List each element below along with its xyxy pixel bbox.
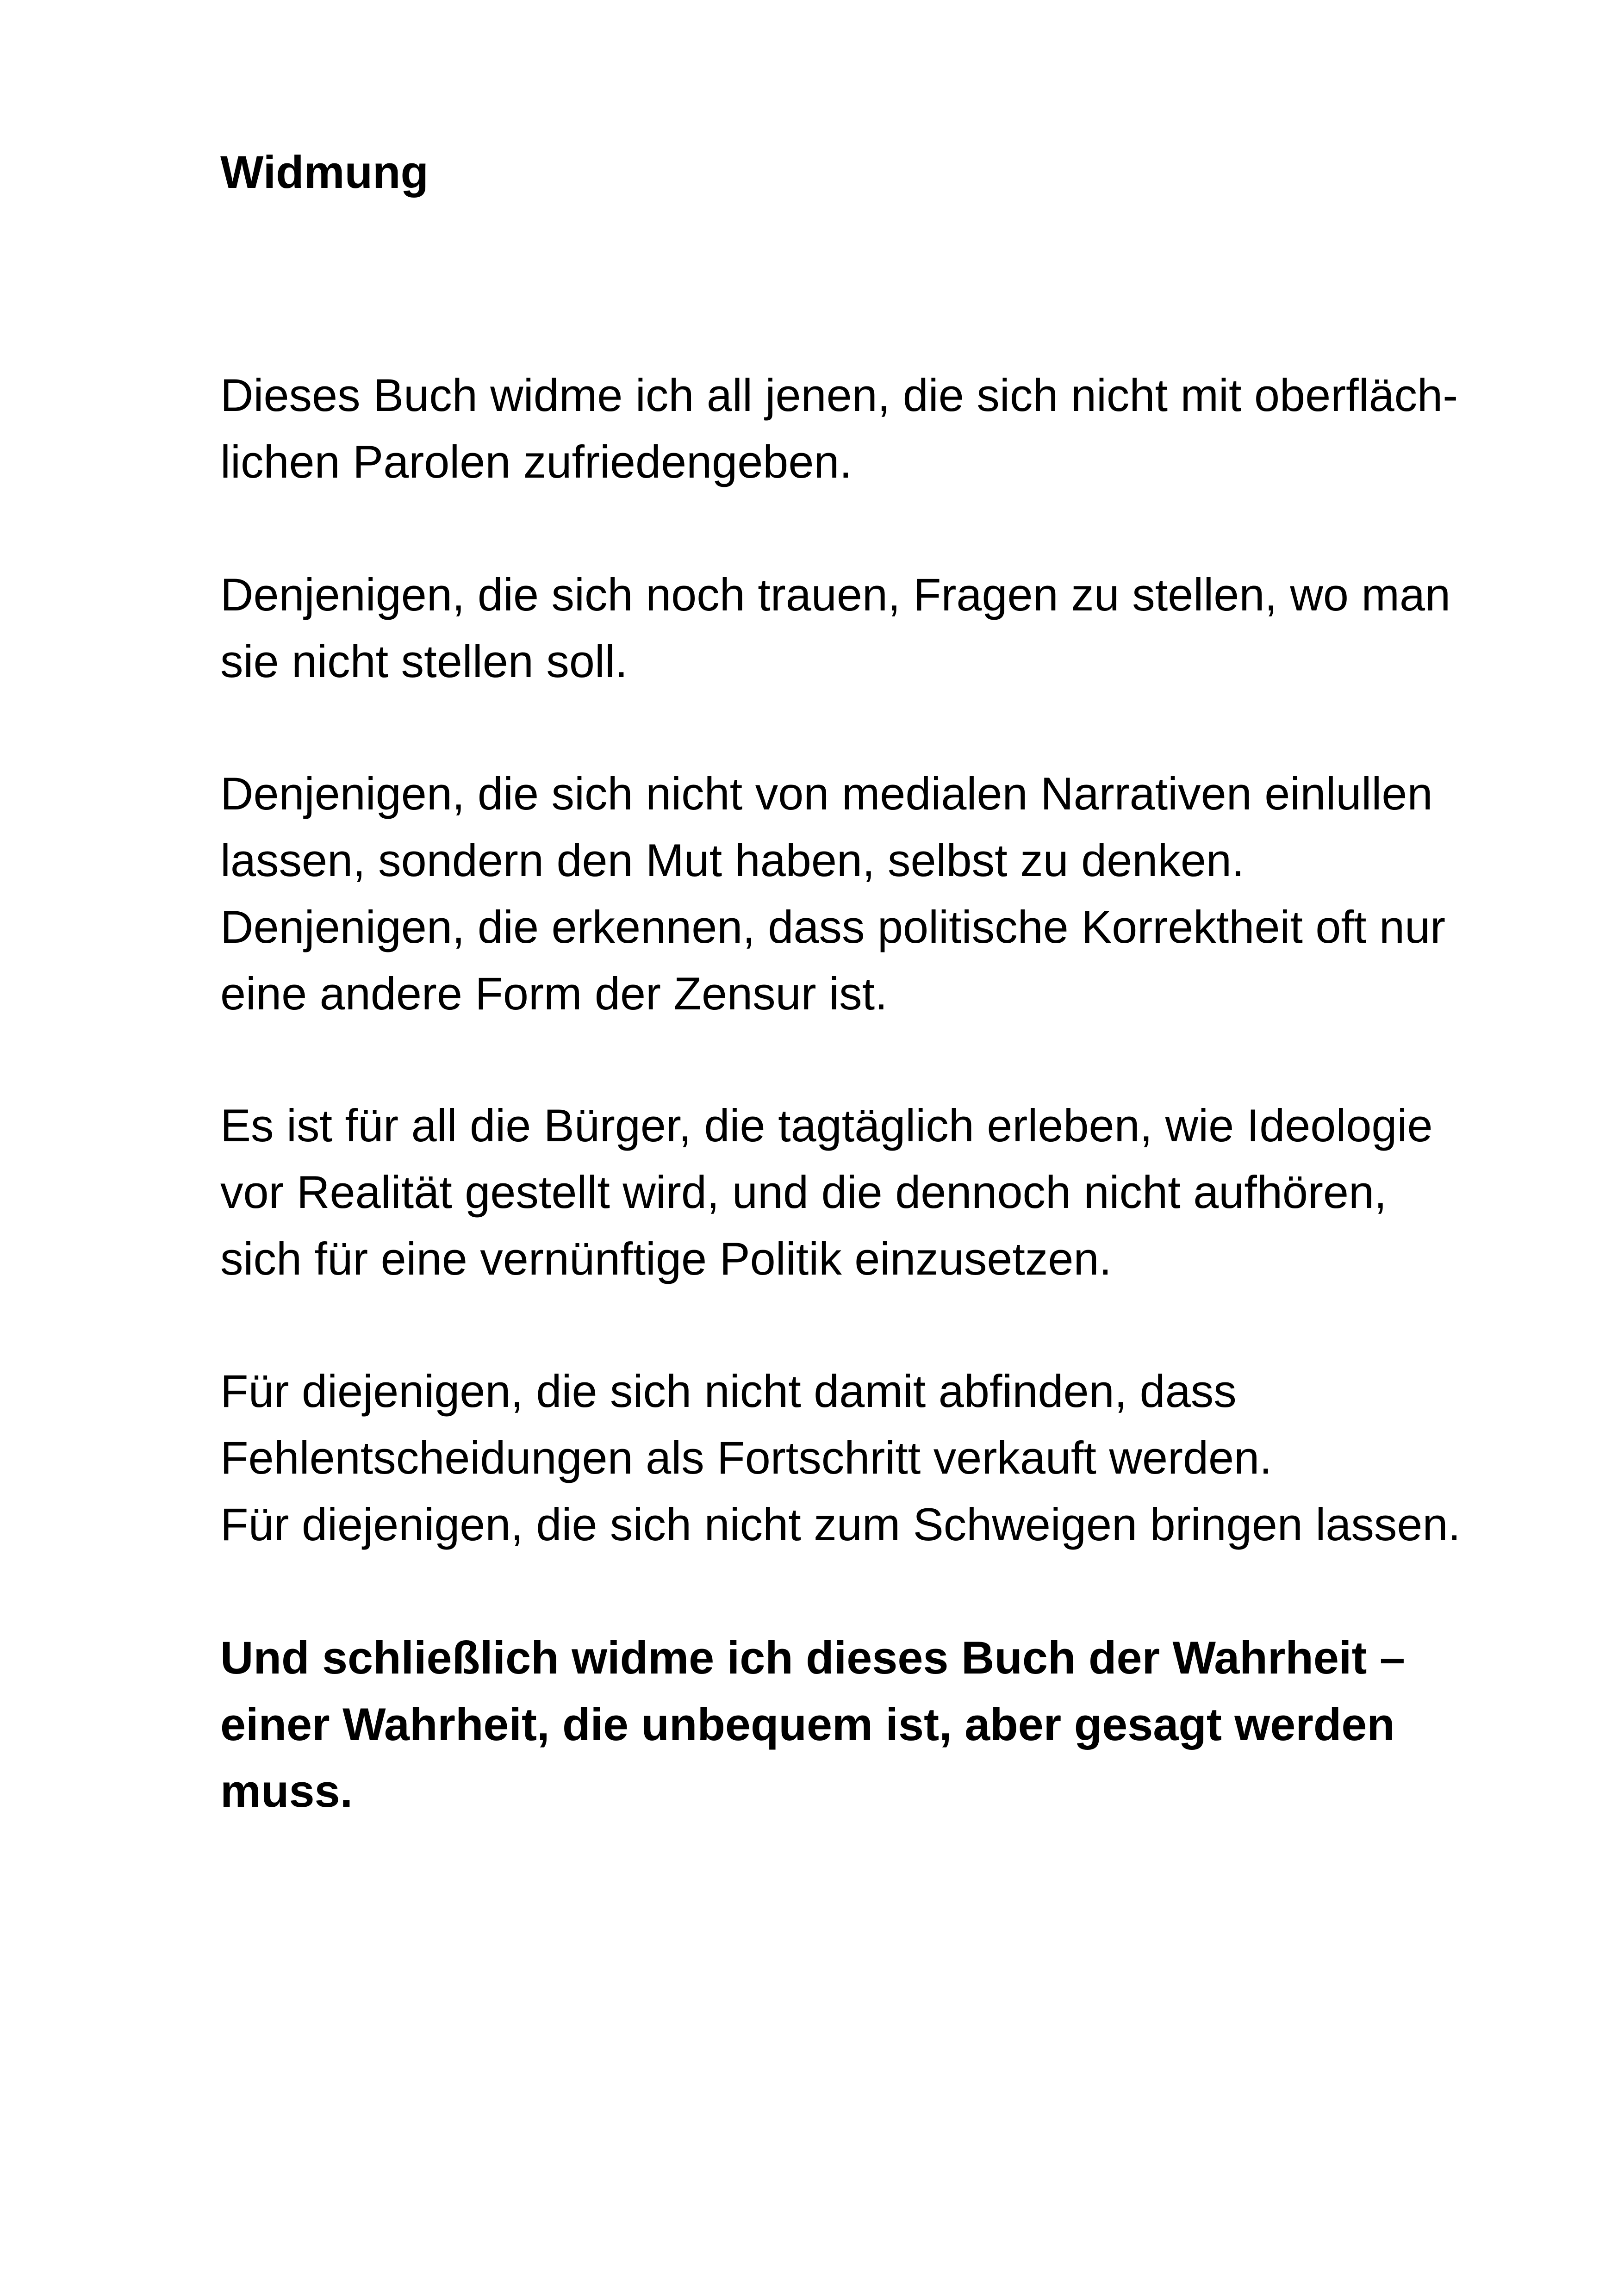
paragraph-5 (220, 1358, 1516, 1558)
paragraph-4 (220, 1092, 1516, 1292)
page-heading: Widmung (220, 146, 429, 198)
closing-paragraph (220, 1624, 1516, 1824)
paragraph-line: muss. (220, 1765, 353, 1817)
paragraph-line: Denjenigen, die sich nicht von medialen Narrativen einlullen (220, 768, 1433, 819)
paragraph-line: lichen Parolen zufriedengeben. (220, 436, 852, 487)
paragraph-line: eine andere Form der Zensur ist. (220, 968, 888, 1019)
paragraph-line: Denjenigen, die erkennen, dass politische Korrektheit oft nur (220, 901, 1446, 952)
paragraph-1 (220, 362, 1516, 495)
paragraph-line: Dieses Buch widme ich all jenen, die sich nicht mit oberfläch- (220, 369, 1458, 421)
paragraph-line: lassen, sondern den Mut haben, selbst zu denken. (220, 834, 1245, 886)
paragraph-line: vor Realität gestellt wird, und die dennoch nicht aufhören, (220, 1166, 1387, 1218)
paragraph-3 (220, 760, 1516, 1027)
paragraph-line: Es ist für all die Bürger, die tagtäglich erleben, wie Ideologie (220, 1100, 1433, 1151)
paragraph-line: einer Wahrheit, die unbequem ist, aber gesagt werden (220, 1699, 1395, 1750)
paragraph-line: Denjenigen, die sich noch trauen, Fragen zu stellen, wo man (220, 569, 1451, 620)
paragraph-line: sie nicht stellen soll. (220, 635, 628, 687)
paragraph-line: sich für eine vernünftige Politik einzusetzen. (220, 1233, 1112, 1284)
paragraph-line: Für diejenigen, die sich nicht damit abfinden, dass (220, 1365, 1237, 1417)
paragraph-line: Für diejenigen, die sich nicht zum Schweigen bringen lassen. (220, 1499, 1461, 1550)
paragraph-line: Und schließlich widme ich dieses Buch der Wahrheit – (220, 1632, 1405, 1683)
paragraph-line: Fehlentscheidungen als Fortschritt verkauft werden. (220, 1432, 1272, 1483)
paragraph-2 (220, 561, 1516, 695)
